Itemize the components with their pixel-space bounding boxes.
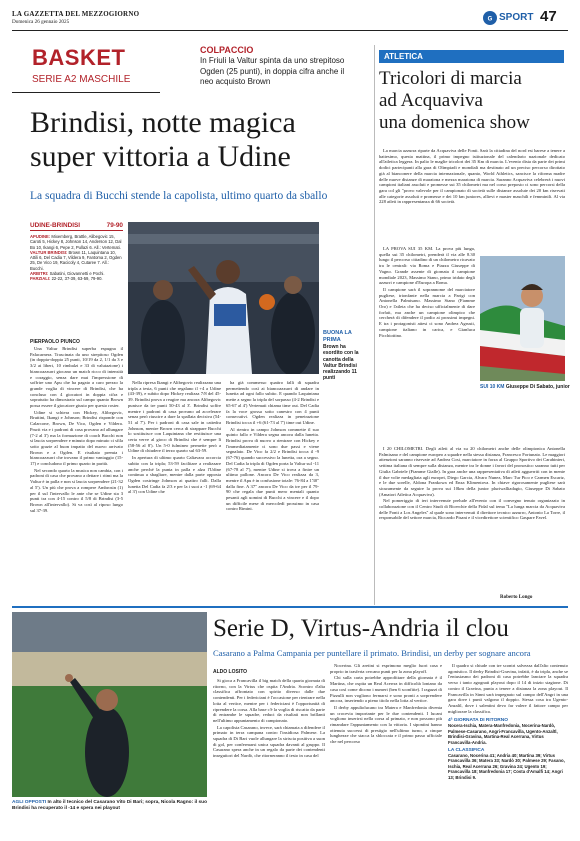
atletica-p3: Il campione sarà il soprannome del marciatore pugliese, trionfante nella marcia a Parigi con Antonella Palmisano. Massimo Stano (Fiamme Oro) e l'atleta che ha deciso ufficialmente di dare forfait, ma anche un campione olimpico che cercherà di difendere il podio ai prossimi impegni. E tra i protagonisti attesi ci sono Andrea Agrusti, campione italiano in carica, e Gianluca Picchiottino. <box>379 286 475 338</box>
score-result: 79-90 <box>106 222 123 229</box>
atletica-title-line2: ad Acquaviva <box>379 90 483 111</box>
basket-subtitle: La squadra di Bucchi stende la capolista, ultimo quarto da sballo <box>30 190 328 202</box>
basket-col3-p1: ha già commesso quattro falli di squadra permettendo così ai biancoazzurri di andare in lunetta ad ogni fallo subito. E quando Laquintana mette a segno la tripla del sorpasso (4-2 Brindisi e 65-67 al 4') Vertemati chiama time out. Del Cadia fa la voce grossa sotto canestro con 4 punti consecutivi. Ogden realizza in penetrazione Brindisi tocca il +6 (61-73 al 7') time out Udine. <box>226 380 319 425</box>
standings-head: LA CLASSIFICA <box>448 747 485 753</box>
atletica-col-narrow <box>379 246 475 444</box>
atletica-photo-caption <box>480 384 570 390</box>
calcio-col-3 <box>448 663 568 833</box>
schedule-text: Nocera-Ischia, Matera-Manfredonia, Nocerina-Nardò, Palmese-Casarano, Angri-Francavilla, Ugento-Anzaltl, Brindisi-Gravina, Martina-Real Acerrana, Virtus Francavilla-Andria. <box>448 723 558 745</box>
calcio-col1-p1: Si gioca a Francavilla il big match della quarta giornata di ritorno, con la Virtus che ospita l'Andria. Scontro d'alta classifica affrontato con spirito diverso dalle due contendenti. Per i federiciani è l'occasione per rientrare nella lotta al vertice, mentre per i federiciani è l'opportunità di riprendere la corsa. Alla base c'è la voglia di riscatto da parte di entrambe le squadre, reduci da risultati non brillanti nell'ultimo appuntamento di campionato. <box>213 678 325 723</box>
calcio-title: Serie D, Virtus-Andria il clou <box>213 615 509 642</box>
calcio-photo-illustration <box>12 612 207 797</box>
atletica-photo-caption-text: Giuseppe Di Sabato, junior <box>505 384 570 390</box>
basket-photo-illustration <box>128 222 319 374</box>
basket-photo-caption <box>323 330 363 382</box>
atletica-p5: Nel pomeriggio di ieri intervenute prelude all'evento con il convegno tenuto organizzato in collaborazione con il Centro Studi di Bicerchie della Fidal sul tema "La lunga marcia da Acquaviva delle Fonti a Los Angeles" al quale sono intervenuti il direttore tecnico azzurro, Antonio La Torre, il responsabile del settore marcia, Riccardo Pisani e il vicedirettore scientifico Gaspare Favel. <box>379 498 565 521</box>
basket-photo-caption-text: Brown ha esordito con la canotta della Valtur Brindisi realizzando 11 punti <box>323 344 359 382</box>
sport-logo-text: SPORT <box>499 12 534 23</box>
atletica-divider <box>374 45 375 605</box>
colpaccio-box <box>200 45 350 88</box>
basket-byline: PIERPAOLO PIUNCO <box>30 339 80 345</box>
basket-col-1 <box>30 346 123 601</box>
calcio-subtitle: Casarano a Palma Campania per puntellare il primato. Brindisi, un derby per sognare ancora <box>213 648 531 658</box>
calcio-col2-p3: Il derby appuliolucano tra Matera e Manfredonia diventa un crocevia importante per le due contendenti. I lucani vogliono inserirsi nella corsa al primato, e non possono più rimandare l'appuntamento con la vittoria. I sipontini hanno ottenuta successi di prestigio nell'ultimo turno, a cinque lunghezze che stacca la sbloccata e il primo passo ufficiale che nel percorso <box>330 704 442 745</box>
calcio-col2-p1: Nocerina. Gli aretini si esprimono meglio fuori casa e proprio in trasferta cercano punti per la zona playoff. <box>330 663 442 674</box>
calcio-photo <box>12 612 207 797</box>
boxscore-brindisi <box>30 250 123 271</box>
atletica-p2: LA PROVA SUI 35 KM. La prova più lunga, quella sui 35 chilometri, prenderà il via alle 8.30 lungo il percorso cittadino di un chilometro ricavato tra le centrali: via Roma e Piazza Giuseppe di Vagno. Grande assente di giornata il campione mondiale 2023, Massimo Stano, primo iridato degli azzurri e campione d'Europa a Roma. <box>379 246 475 286</box>
atletica-byline: Roberto Longo <box>500 595 533 600</box>
standings-text: Casarano, Nocerina 41; Andria 40; Martina 39; Virtus Francavilla 36; Matera 33; Nardò 30; Palmese 29; Fasano, Ischia, Real Acerrana 26; Gravina 24; Ugento 19; Francavilla 18; Manfredonia 17; Costa d'Amalfi 14; Angri 13; Brindisi 9. <box>448 752 565 780</box>
masthead <box>12 8 568 34</box>
basket-col1-p2: Udine si schiera con Hickey, Alibegovic, Bruttini, Ikangi e Johnson; Brindisi risponde con Calarcone, Brown, De Vico, Ogden e Vildera. Prurit via e i padroni di casa provano ad allungare (7-2 al 3') ma la formazione di coach Bucchi non si lascia sorprendere e minuto dopo minuto ci sfila sotto grazie al buon impatto del nuovo arrivato Brown e a Ogden. E risultato premia i biancoazzurri che trovano il primo vantaggio (15-17) e concludono il primo quarto in parità. <box>30 409 123 467</box>
atletica-photo <box>480 256 565 381</box>
colpaccio-head: COLPACCIO <box>200 45 254 55</box>
calcio-photo-caption-head: AGLI OPPOSTI <box>12 800 47 805</box>
boxscore-quarters-label: PARZIALI: <box>30 276 51 282</box>
boxscore-refs-text: Sabatini, Giovannetti e Pochi. <box>49 271 105 277</box>
basket-kicker-rule <box>12 92 160 93</box>
atletica-photo-illustration <box>480 256 565 381</box>
boxscore-quarters-text: 22-22, 37-39, 63-59, 79-90. <box>51 276 103 282</box>
section-rule <box>12 606 568 608</box>
newspaper-name: LA GAZZETTA DEL MEZZOGIORNO <box>12 10 140 18</box>
masthead-date: Domenica 26 gennaio 2025 <box>12 19 70 25</box>
calcio-byline: ALDO LOSITO <box>213 669 248 675</box>
basket-photo <box>128 222 319 374</box>
calcio-col3-p1: Il quadro si chiude con tre scontri salvezza dall'alto contenuto agonistico. Il derby Brindisi-Gravina, infatti, è da tripla, anche se l'entusiasmo dei padroni di casa potrebbe lanciare la squadra verso i tanto agognati playout dopo il 14 di inizio stagione. Di contro il Gravina, punta a tenere a distanza la zona playout. Il Francavilla in Sinni sarà impegnato sul campo dell'Angri in una gara dove i punti valgono il doppio. Stessa cosa tra Ugento-Anzaltl, dove i salentini devo far valere il fattore campo per migliorare la classifica. <box>448 663 568 714</box>
boxscore <box>30 234 123 282</box>
atletica-photo-caption-head: SUI 10 KM <box>480 384 505 390</box>
basket-league: SERIE A2 MASCHILE <box>32 74 131 85</box>
calcio-photo-caption-text: In alto il tecnico del Casarano Vito Di Bari; sopra, Nicola Ragno: il suo Brindisi ha recuperato il -14 e spera nei playout <box>12 800 208 811</box>
basket-photo-caption-head: BUONA LA PRIMA <box>323 330 352 343</box>
basket-title <box>30 106 370 174</box>
atletica-tag: ATLETICA <box>379 50 564 63</box>
atletica-intro <box>379 148 565 244</box>
basket-col1-p1: Una Valtur Brindisi superba espugna il Palacarnera. Trascinata da uno strepitoso Ogden (in doppia-doppia 25 punti, 10/19 da 2, 1/1 da 3 e 3/2 ai liberi, 10 rimbalzi e 33 di valutazione) i biancoazzurri giocano un match ricco di intensità e coraggio, senza dare mai l'impressione di soffrire uno Apu che ha pagato a caro prezzo la grande voglia di vincere di Brindisi, che ha concluso con 4 giocatori in doppia cifra e sopratutto ha dimostrato sul campo quanto Brown possa essere il giocatore giusto per questo roster. <box>30 346 123 409</box>
masthead-rule <box>12 30 568 31</box>
atletica-title <box>379 68 569 134</box>
boxscore-udine-text: Mixemberg, Brattle, Alibegovic 15, Caroti 5, Hickey 8, Johnson 14, Anderson 12, Dal Bo 10, Ikangi 6, Pepe 2, Pullazi 6. All.: Vertemati. <box>30 234 122 250</box>
calcio-col-2 <box>330 663 442 828</box>
page-number: 47 <box>540 8 557 25</box>
boxscore-udine <box>30 234 123 250</box>
basket-title-line2: super vittoria a Udine <box>30 140 291 173</box>
boxscore-brindisi-label: VALTUR BRINDISI: <box>30 249 68 255</box>
boxscore-brindisi-text: Brown 11, Laquintana 10, Attili 6, Del Cadia 7, Vildera 9, Fantoma 2, Ogden 25, De Vico 19, Racicoly 4, Cutaree 7. All.: Bucchi. <box>30 249 122 271</box>
score-header <box>30 222 123 231</box>
basket-col-2 <box>128 380 221 601</box>
atletica-p4: I 20 CHILOMETRI. Degli atleti al via su 20 chilometri anche delle olimpionica Antonella Palmisano e del campione europeo a squadre nella stessa distanza, Francesco Fortunato. Le maggiori attenzioni saranno riservate ad Andrea Cosi, marciatore in forza al Gruppo Sportivo dei Carabinieri, settima italiana di sempre sulla distanza, mentre tra le donne i favori del pronostico saranno tutti per Giulia Gabriele (Fiamme Gialle). In gara anche una rappresentativa di atleti agguerriti con in mente il due volte medagliata agli europei, Diego Garcia, Alvaro Nunez, Marc Tur Pico e Carmen Escariz, e le due sorelle, Aldona Frankowa ed Enza Klimentova. In chiave rigorosamente pugliese sarà sicuramente da seguire la prova sui 10km della junior pluriwalliadagio, Giuseppe Di Sabato (Amatori Atletica Acquaviva). <box>379 446 565 497</box>
calcio-col1-p2: La capolista Casarano, invece, sarà chiamata a difendere il primato in terra campana contro l'insidiosa Palmese. La squadra di Di Bari vuole allungare la striscia positiva a suon di gol, per confermarsi unica squadra davanti al gruppo. Il Casarano spera anche in un regalo da parte dei contendenti inseguitori del Nardò, che ritorneranno il testo in casa del <box>213 724 325 759</box>
basket-col3-p2: Al rientro in campo Johnson commette il suo quinto fallo e Vildera segna ancora dalla lunetta. Brindisi prova di nuovo a rientrare con Hickey e l'immediatamente ci sono due passi e viene segnalato. De Vico fa 2/2 e Brindisi tocca il -9 (67-76) quando successivo la lunetta, ora a segno. Del Cadia la tripla di Ogden porta la Valtur sul -11 (67-78 al 7'), mentre Udine si trova a finire un ultimo pallone. Ancora De Vico realizza da 3, mentre il Apu è in confusione totale: 76-84 a 1'30" dalla fine. A 37" ancora De Vico da tre per il 79-90 che regala due punti mero mentali quanto pesanti agli uomini di Bucchi a vincere e il dopo un difficile mese di mercoledì prossimo in casa contro Rimini. <box>226 426 319 512</box>
calcio-col2-p2: Chi sulla carta potrebbe approfittare della giornata è il Martina, che ospita un Real Acerrra in difficoltà lontano da casa così come dicono i numeri (ben 6 sconfitte). I ragazzi di Pizzulli non vogliono fermarsi e sono pronti a sorprendere ancora, inseriendo a pieno titolo nella lotta al vertice. <box>330 675 442 704</box>
atletica-p1: La marcia azzurra riparte da Acquaviva delle Fonti. Sarà la cittadina del nord est barese a tenere a battesimo, questa mattina, il primo impegno istituzionale del calendario nazionale dedicato all'atletica leggera. In palio le maglie tricolori dei 35 Km di marcia. L'evento dista da parte dei primi dodici partecipanti alla gara di Olimpiadi e mondiali ma destinato ad un preciso percorso dirottato già al bianconere della marcia internazionale, quanto, World Athletics, sancisce la riforma madre delle nuove distanze di maratona e mezza maratona di marcia. Saranno Acquaviva celebrerà i nuovi campioni italiani assoluti e promesse sui 35 chilometri ma nel corso preposto ci sono percorsi della gara col gli "provo valevole per il campionato di società sulle distanze assolute dei 20 km riservati alle categorie assoluti e promesse e dei 10 km juniores, allievi e master maschili e femminili. Al via 228 atleti in rappresentanza di 66 società. <box>379 148 565 205</box>
schedule-head: 4ª GIORNATA DI RITORNO <box>448 718 508 724</box>
score-box <box>30 222 123 332</box>
sport-logo <box>482 9 534 27</box>
svg-text:G: G <box>487 16 493 23</box>
calcio-photo-caption <box>12 800 208 812</box>
basket-col1-p3: Nel secondo quarto la musica non cambia, con i padroni di casa che provano a dettare i ritmi ma la Valtur è in palla e non si lascia sorprendere (21-32 al 5'). Un più che prova a rompere Ambrosin (1) per il sul l'intervallo le ante che se Udine sta 3 punti tra con 4-15 contro il 5/8 di Brindisi (3-5 Brown all'intervallo). Si va così al riposo lungo sul 37-39. <box>30 467 123 513</box>
atletica-col-wide <box>379 446 565 594</box>
basket-col2-p1: Nella ripresa Ikangi e Alibegovic realizzano una tripla a testa, 6 punti che regalano il +4 a Udine (43-39), e subito dopo Hickey realizza 7/8 del 45-39. Brindisi prova a reagire ma ancora Alibegovic punisce da tre punti 50-43 al 3'. Brindisi soffre mentre i padroni di casa provano ad accelerare senza però riuscire a dare la spallata decisiva (54-51 al 7'). Per i padroni di casa sale in cattedra Johnson, mentre Brown cerca di strappare Bucchi lo sostituisce con Laquintana che restituisce una certa verve al gioco di Brindisi che è sempre lì (58-56 al 8'). Un 5-0 fulmineo permette però a Udine di chiudere il terzo quarto sul 63-59. <box>128 380 221 454</box>
atletica-title-line3: una domenica show <box>379 112 530 133</box>
boxscore-refs-label: ARBITRI: <box>30 271 49 277</box>
basket-kicker: BASKET <box>32 45 126 70</box>
boxscore-udine-label: APUDINE: <box>30 234 51 239</box>
basket-title-line1: Brindisi, notte magica <box>30 106 296 139</box>
score-teams: UDINE-BRINDISI <box>30 222 81 229</box>
colpaccio-text: In Friuli la Valtur spinta da uno strepitoso Ogden (25 punti), in doppia cifra anche il neo acquisto Brown <box>200 56 345 86</box>
boxscore-quarters <box>30 276 123 281</box>
atletica-title-line1: Tricolori di marcia <box>379 68 522 89</box>
basket-col2-p2: In apertura di ultimo quarto Caliavara accorcia subito con la tripla; 53-59 facilitare a realizzare anche perché la punta in palla e alza l'Udine continua a sbagliare, mentre dalla parte opposta Ogden costringe Johnson ai quattro falli. Dalla lunetta Del Cadia fa 2/3 e per la i suoi a -1 (69-64 al 3') con Udine che <box>128 455 221 495</box>
basket-col-3 <box>226 380 319 601</box>
calcio-col-1 <box>213 678 325 828</box>
